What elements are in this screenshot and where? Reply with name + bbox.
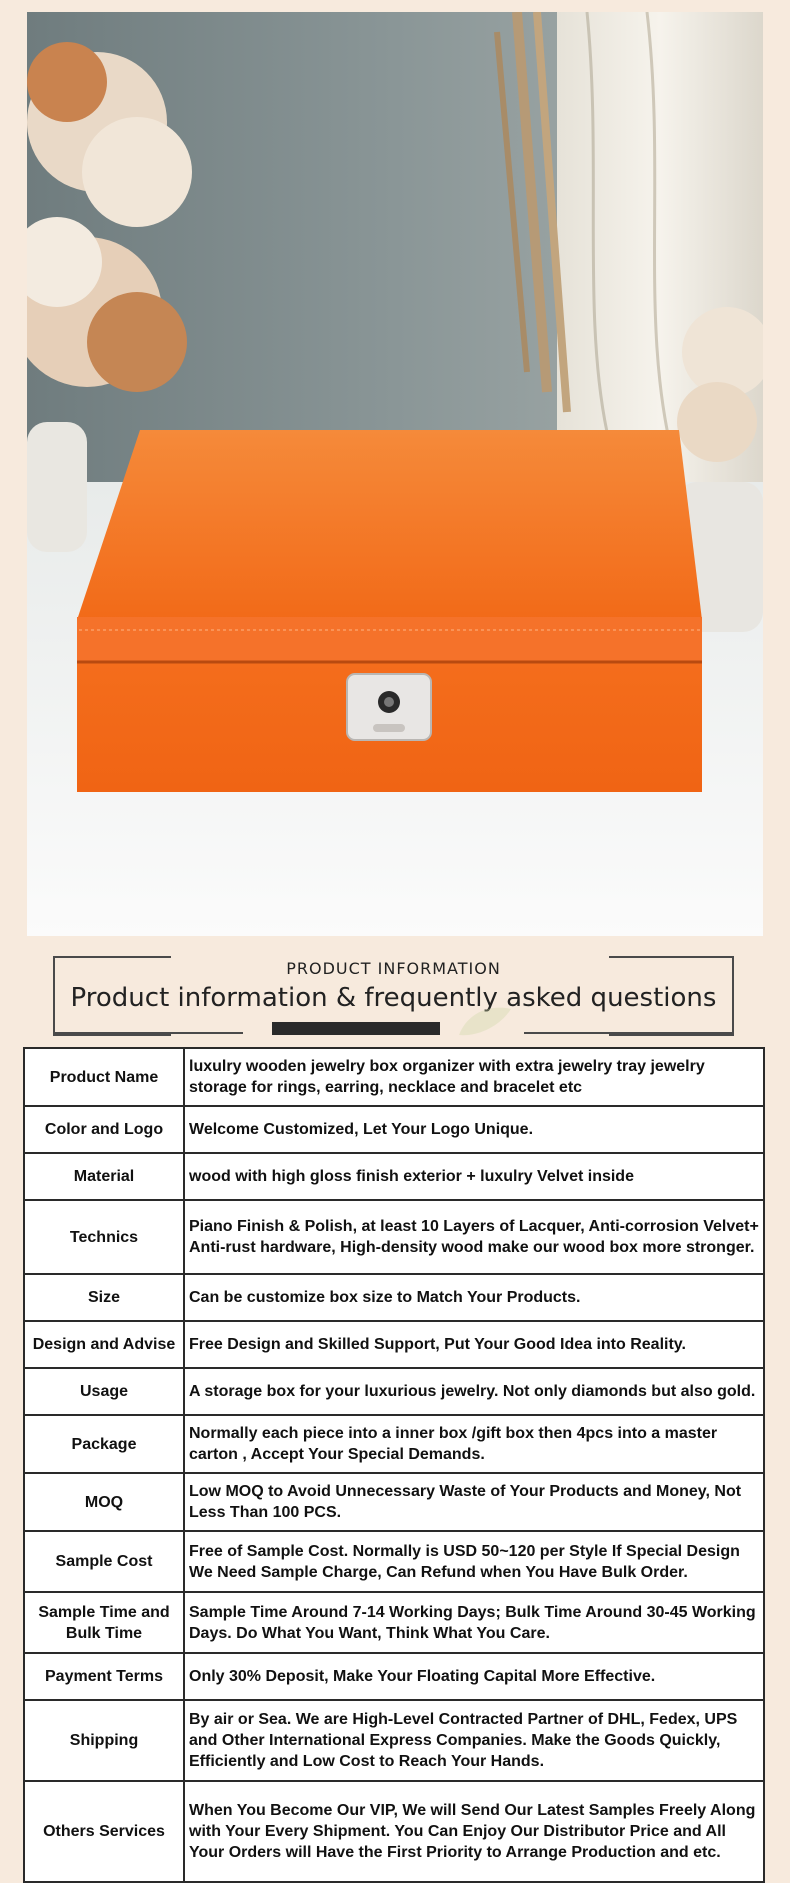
table-row	[24, 1700, 764, 1781]
table-row	[24, 1653, 764, 1700]
row-value: By air or Sea. We are High-Level Contracted Partner of DHL, Fedex, UPS and Other International Express Companies. Make the Goods Quickly, Efficiently and Low Cost to Reach Your Hands.	[184, 1700, 764, 1781]
heading-frame-line	[524, 1032, 734, 1034]
row-label: Package	[24, 1415, 184, 1473]
row-label: Product Name	[24, 1048, 184, 1106]
table-row	[24, 1321, 764, 1368]
row-label: Payment Terms	[24, 1653, 184, 1700]
row-value: A storage box for your luxurious jewelry. Not only diamonds but also gold.	[184, 1368, 764, 1415]
row-value: Free Design and Skilled Support, Put Your Good Idea into Reality.	[184, 1321, 764, 1368]
heading-subtitle: PRODUCT INFORMATION	[286, 959, 501, 978]
row-label: Sample Cost	[24, 1531, 184, 1592]
table-row	[24, 1473, 764, 1531]
row-value: Low MOQ to Avoid Unnecessary Waste of Your Products and Money, Not Less Than 100 PCS.	[184, 1473, 764, 1531]
row-label: Usage	[24, 1368, 184, 1415]
row-value: Piano Finish & Polish, at least 10 Layers of Lacquer, Anti-corrosion Velvet+ Anti-rust hardware, High-density wood make our wood box more stronger.	[184, 1200, 764, 1274]
heading-frame-line	[53, 1032, 243, 1034]
row-value: Can be customize box size to Match Your Products.	[184, 1274, 764, 1321]
row-label: Size	[24, 1274, 184, 1321]
jewelry-box-illustration	[27, 12, 763, 936]
row-value: luxulry wooden jewelry box organizer with extra jewelry tray jewelry storage for rings, earring, necklace and bracelet etc	[184, 1048, 764, 1106]
row-value: Welcome Customized, Let Your Logo Unique.	[184, 1106, 764, 1153]
table-row	[24, 1200, 764, 1274]
row-value: wood with high gloss finish exterior + luxulry Velvet inside	[184, 1153, 764, 1200]
row-label: Technics	[24, 1200, 184, 1274]
table-row	[24, 1592, 764, 1653]
table-row	[24, 1048, 764, 1106]
row-value: Normally each piece into a inner box /gift box then 4pcs into a master carton , Accept Your Special Demands.	[184, 1415, 764, 1473]
row-label: Others Services	[24, 1781, 184, 1882]
table-row	[24, 1415, 764, 1473]
row-value: Only 30% Deposit, Make Your Floating Capital More Effective.	[184, 1653, 764, 1700]
row-value: Free of Sample Cost. Normally is USD 50~120 per Style If Special Design We Need Sample Charge, Can Refund when You Have Bulk Order.	[184, 1531, 764, 1592]
row-value: When You Become Our VIP, We will Send Our Latest Samples Freely Along with Your Every Shipment. You Can Enjoy Our Distributor Price and All Your Orders will Have the First Priority to Arrange Production and etc.	[184, 1781, 764, 1882]
table-row	[24, 1531, 764, 1592]
row-value: Sample Time Around 7-14 Working Days; Bulk Time Around 30-45 Working Days. Do What You Want, Think What You Care.	[184, 1592, 764, 1653]
product-info-table	[23, 1047, 765, 1883]
table-row	[24, 1781, 764, 1882]
heading-accent-bar	[272, 1022, 440, 1035]
row-label: MOQ	[24, 1473, 184, 1531]
table-row	[24, 1153, 764, 1200]
row-label: Color and Logo	[24, 1106, 184, 1153]
row-label: Sample Time and Bulk Time	[24, 1592, 184, 1653]
row-label: Material	[24, 1153, 184, 1200]
table-row	[24, 1106, 764, 1153]
heading-title: Product information & frequently asked questions	[70, 983, 717, 1013]
table-row	[24, 1368, 764, 1415]
row-label: Design and Advise	[24, 1321, 184, 1368]
row-label: Shipping	[24, 1700, 184, 1781]
product-photo	[27, 12, 763, 936]
table-row	[24, 1274, 764, 1321]
leaf-decoration-icon	[455, 1003, 515, 1039]
